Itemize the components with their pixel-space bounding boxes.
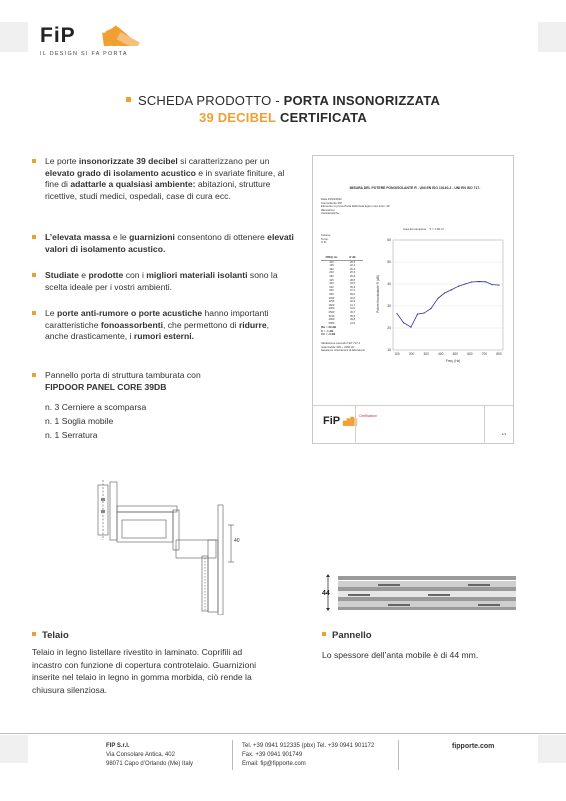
frequency-table: FREQ. Hz R dB 100 26,5 125 22,4 160 20,4 200 26,3 250 26,8 315 28,8 400 33,5 500 35,9 630 37,4 800 39,0 1000 40,0 1250 40,9 1600 41,1 2000 41,0 2500 39,7 3150 39,5 4000 39,8 5000 41,0	[321, 256, 363, 325]
table-row: 1250 40,9	[328, 300, 356, 304]
page-footer	[0, 733, 566, 801]
paragraph-intro: Le porte insonorizzate 39 decibel si caratterizzano per un elevato grado di isolamento acustico e in svariate finiture, al fine di adattarle a qualsiasi ambiente: abitazioni, strutture ricettive, studi medici, ospedali, case di cura ecc.	[32, 156, 294, 202]
table-row: 500 35,9	[329, 285, 356, 289]
table-row: 400 33,5	[329, 282, 356, 286]
footer-contacts: Tel. +39 0941 912335 (pbx) Tel. +39 0941 901172 Fax. +39 0941 901749 Email: fip@fipporte.com	[242, 743, 375, 767]
list-item: n. 1 Soglia mobile	[45, 416, 114, 426]
fan-icon	[102, 20, 144, 46]
chart-point	[451, 289, 452, 290]
certificate-footer	[313, 405, 513, 444]
table-row: 1600 41,1	[328, 303, 356, 307]
frame-dimension: 40	[234, 538, 240, 544]
footer-company: FIP S.r.l. Via Consolare Antica, 402 98071 Capo d’Orlando (Me) Italy	[106, 743, 194, 767]
paragraph-materials: Studiate e prodotte con i migliori materiali isolanti sono la scelta ideale per i vostri ambienti.	[32, 270, 294, 293]
chart-point	[430, 308, 431, 309]
chart-point	[485, 281, 486, 282]
table-row: 2000 41,0	[328, 307, 356, 311]
chart-point	[396, 313, 397, 314]
paragraph-panel: Pannello porta di struttura tamburata con FIPDOOR PANEL CORE 39DB	[32, 370, 294, 393]
table-row: 250 26,8	[329, 274, 356, 278]
footer-website-link[interactable]: fipporte.com	[452, 743, 495, 750]
frame-section-drawing	[58, 480, 258, 615]
table-row: 2500 39,7	[328, 310, 356, 314]
chart-xtick-label: 200	[408, 352, 415, 356]
certificate-info: Data 15/04/2022 Committente FIP Elemento in prova Porta fabbricata legno core anim. 39 Rilevazioni Caratteristiche	[321, 197, 390, 216]
chart-point	[403, 322, 404, 323]
chart-ytick-label: 50	[387, 260, 391, 264]
chart-ytick-label: 40	[387, 282, 391, 286]
table-row: 5000 41,0	[328, 321, 356, 325]
certificate-page-number: 1/1	[501, 432, 506, 436]
chart-point	[464, 283, 465, 284]
logo-text: FiP	[40, 24, 76, 47]
certificate-title: MISURA DEL POTERE FONOISOLANTE R - UNI EN ISO 10140-2 - UNI EN ISO 717-	[349, 186, 481, 190]
title-highlight: 39 DECIBEL	[199, 110, 277, 125]
table-row: 315 28,8	[329, 278, 356, 282]
paragraph-mass: L’elevata massa e le guarnizioni consentono di ottenere elevati valori di isolamento acustico.	[32, 232, 294, 255]
pannello-description: Lo spessore dell’anta mobile è di 44 mm.	[322, 650, 479, 660]
list-item: n. 3 Cerniere a scomparsa	[45, 402, 147, 412]
chart-ytick-label: 20	[387, 326, 391, 330]
title-main: PORTA INSONORIZZATA	[283, 93, 441, 108]
chart-ytick-label: 60	[387, 238, 391, 242]
table-row: 100 26,5	[329, 260, 356, 264]
corner-tab-top-right	[538, 22, 566, 52]
certificate-notes: Valutazione secondo ISO 717-1 nelle bande 100 ÷ 3150 Hz basata su misurazioni di laboratorio	[321, 341, 365, 353]
chart-point	[471, 281, 472, 282]
table-row: 125 22,4	[329, 264, 356, 268]
paragraph-acoustic: Le porte anti-rumore o porte acustiche hanno importanti caratteristiche fonoassorbenti, che permettono di ridurre, anche drasticamente, i rumori esterni.	[32, 308, 294, 343]
page-title	[0, 92, 566, 126]
chart-xtick-label: 100	[394, 352, 400, 356]
area-label: Area del campione S = 1,84 m²	[403, 227, 444, 231]
certificate-document[interactable]	[312, 155, 514, 444]
corner-tab-top-left	[0, 22, 28, 52]
chart-xtick-label: 300	[423, 352, 429, 356]
chart-ytick-label: 30	[387, 304, 391, 308]
table-row: 160 20,4	[329, 267, 356, 271]
chart-point	[410, 327, 411, 328]
chart-frame	[393, 240, 503, 350]
title-bullet	[126, 97, 131, 102]
chart-xtick-label: 400	[438, 352, 444, 356]
chart-xlabel: Freq. (Hz)	[445, 359, 461, 363]
title-line2-rest: CERTIFICATA	[280, 110, 367, 125]
table-row: 800 39,0	[329, 292, 356, 296]
section-heading-pannello: Pannello	[322, 630, 372, 641]
chart-xtick-label: 600	[467, 352, 473, 356]
chart-point	[492, 284, 493, 285]
fip-logo[interactable]	[40, 20, 145, 60]
certificate-logo: FiP	[323, 415, 341, 427]
components-list	[45, 400, 146, 442]
footer-email[interactable]: Email: fip@fipporte.com	[242, 761, 306, 767]
chart-point	[417, 314, 418, 315]
chart-xtick-label: 800	[496, 352, 502, 356]
logo-tagline: IL DESIGN SI FA PORTA	[40, 51, 128, 57]
chart-ylabel: Potere fonoisolante R (dB)	[376, 275, 380, 313]
chart-point	[444, 292, 445, 293]
certificate-label: Certification	[359, 414, 377, 418]
table-row: 1000 40,0	[328, 296, 356, 300]
chart-series-line	[397, 282, 499, 328]
chart-point	[478, 281, 479, 282]
table-row: 630 37,4	[329, 289, 356, 293]
chart-xtick-label: 700	[481, 352, 488, 356]
panel-dimension: 44	[322, 590, 330, 597]
rating-block: Rw = 39 dB C = -1 dB Ctr = -3 dB	[321, 325, 337, 337]
panel-section-drawing	[318, 572, 518, 614]
table-row: 4000 39,8	[328, 318, 356, 322]
chart-ytick-label: 10	[387, 348, 391, 352]
list-item: n. 1 Serratura	[45, 430, 98, 440]
chart-point	[437, 298, 438, 299]
conditions-labels: Volume Temp. U.R.	[321, 233, 331, 245]
telaio-description: Telaio in legno listellare rivestito in laminato. Coprifili ad incastro con funzione di copertura controtelaio. Guarnizioni inserite nel telaio in legno in gomma morbida, ciò rende la chiusura silenziosa.	[32, 647, 257, 695]
chart-point	[498, 285, 499, 286]
title-prefix: SCHEDA PRODOTTO -	[137, 93, 284, 108]
chart-point	[423, 312, 424, 313]
chart-xtick-label: 500	[452, 352, 458, 356]
section-heading-telaio: Telaio	[32, 630, 69, 641]
table-row: 200 26,3	[329, 271, 356, 275]
sound-reduction-chart	[375, 234, 509, 366]
table-row: 3150 39,5	[328, 314, 356, 318]
chart-point	[458, 286, 459, 287]
